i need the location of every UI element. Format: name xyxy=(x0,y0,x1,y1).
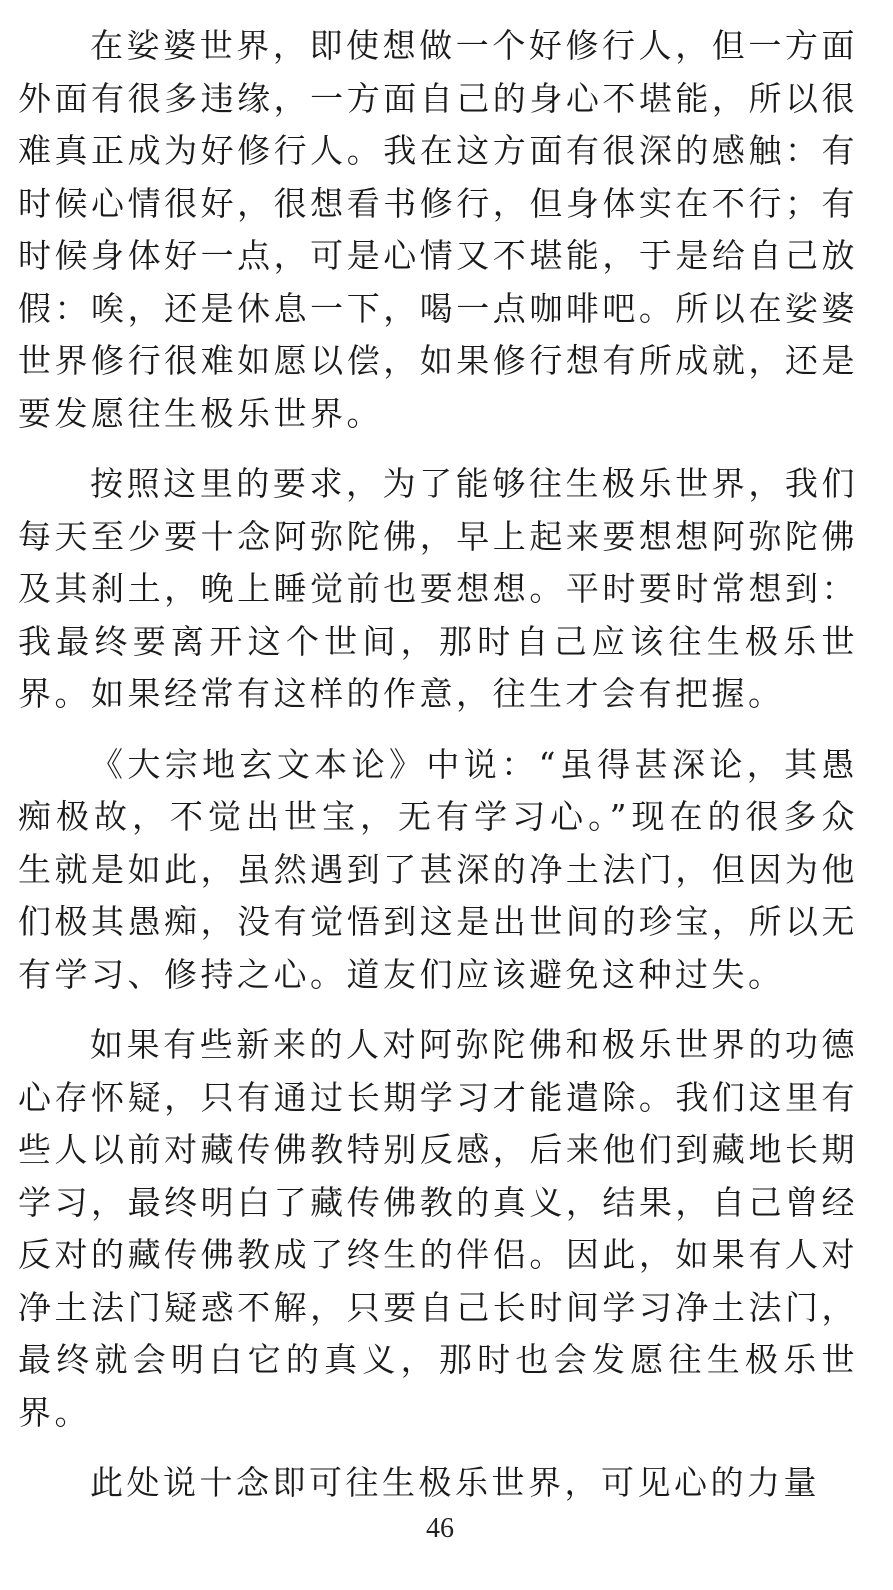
paragraph-4: 如果有些新来的人对阿弥陀佛和极乐世界的功德心存怀疑，只有通过长期学习才能遣除。我们这里有些人以前对藏传佛教特别反感，后来他们到藏地长期学习，最终明白了藏传佛教的真义，结果，自己曾经反对的藏传佛教成了终生的伴侣。因此，如果有人对净土法门疑惑不解，只要自己长时间学习净土法门，最终就会明白它的真义，那时也会发愿往生极乐世界。 xyxy=(18,1025,858,1432)
paragraph-5: 此处说十念即可往生极乐世界，可见心的力量 xyxy=(90,1463,820,1502)
paragraph-2: 按照这里的要求，为了能够往生极乐世界，我们每天至少要十念阿弥陀佛，早上起来要想想阿弥陀佛及其刹土，晚上睡觉前也要想想。平时要时常想到：我最终要离开这个世间，那时自己应该往生极乐世界。如果经常有这样的作意，往生才会有把握。 xyxy=(18,464,858,713)
paragraph-3: 《大宗地玄文本论》中说：“虽得甚深论，其愚痴极故，不觉出世宝，无有学习心。”现在的很多众生就是如此，虽然遇到了甚深的净土法门，但因为他们极其愚痴，没有觉悟到这是出世间的珍宝，所以无有学习、修持之心。道友们应该避免这种过失。 xyxy=(18,744,858,994)
page-body xyxy=(18,20,858,1528)
page-number: 46 xyxy=(426,1513,454,1544)
paragraph-1: 在娑婆世界，即使想做一个好修行人，但一方面外面有很多违缘，一方面自己的身心不堪能，所以很难真正成为好修行人。我在这方面有很深的感触：有时候心情很好，很想看书修行，但身体实在不行；有时候身体好一点，可是心情又不堪能，于是给自己放假：唉，还是休息一下，喝一点咖啡吧。所以在娑婆世界修行很难如愿以偿，如果修行想有所成就，还是要发愿往生极乐世界。 xyxy=(18,26,858,433)
